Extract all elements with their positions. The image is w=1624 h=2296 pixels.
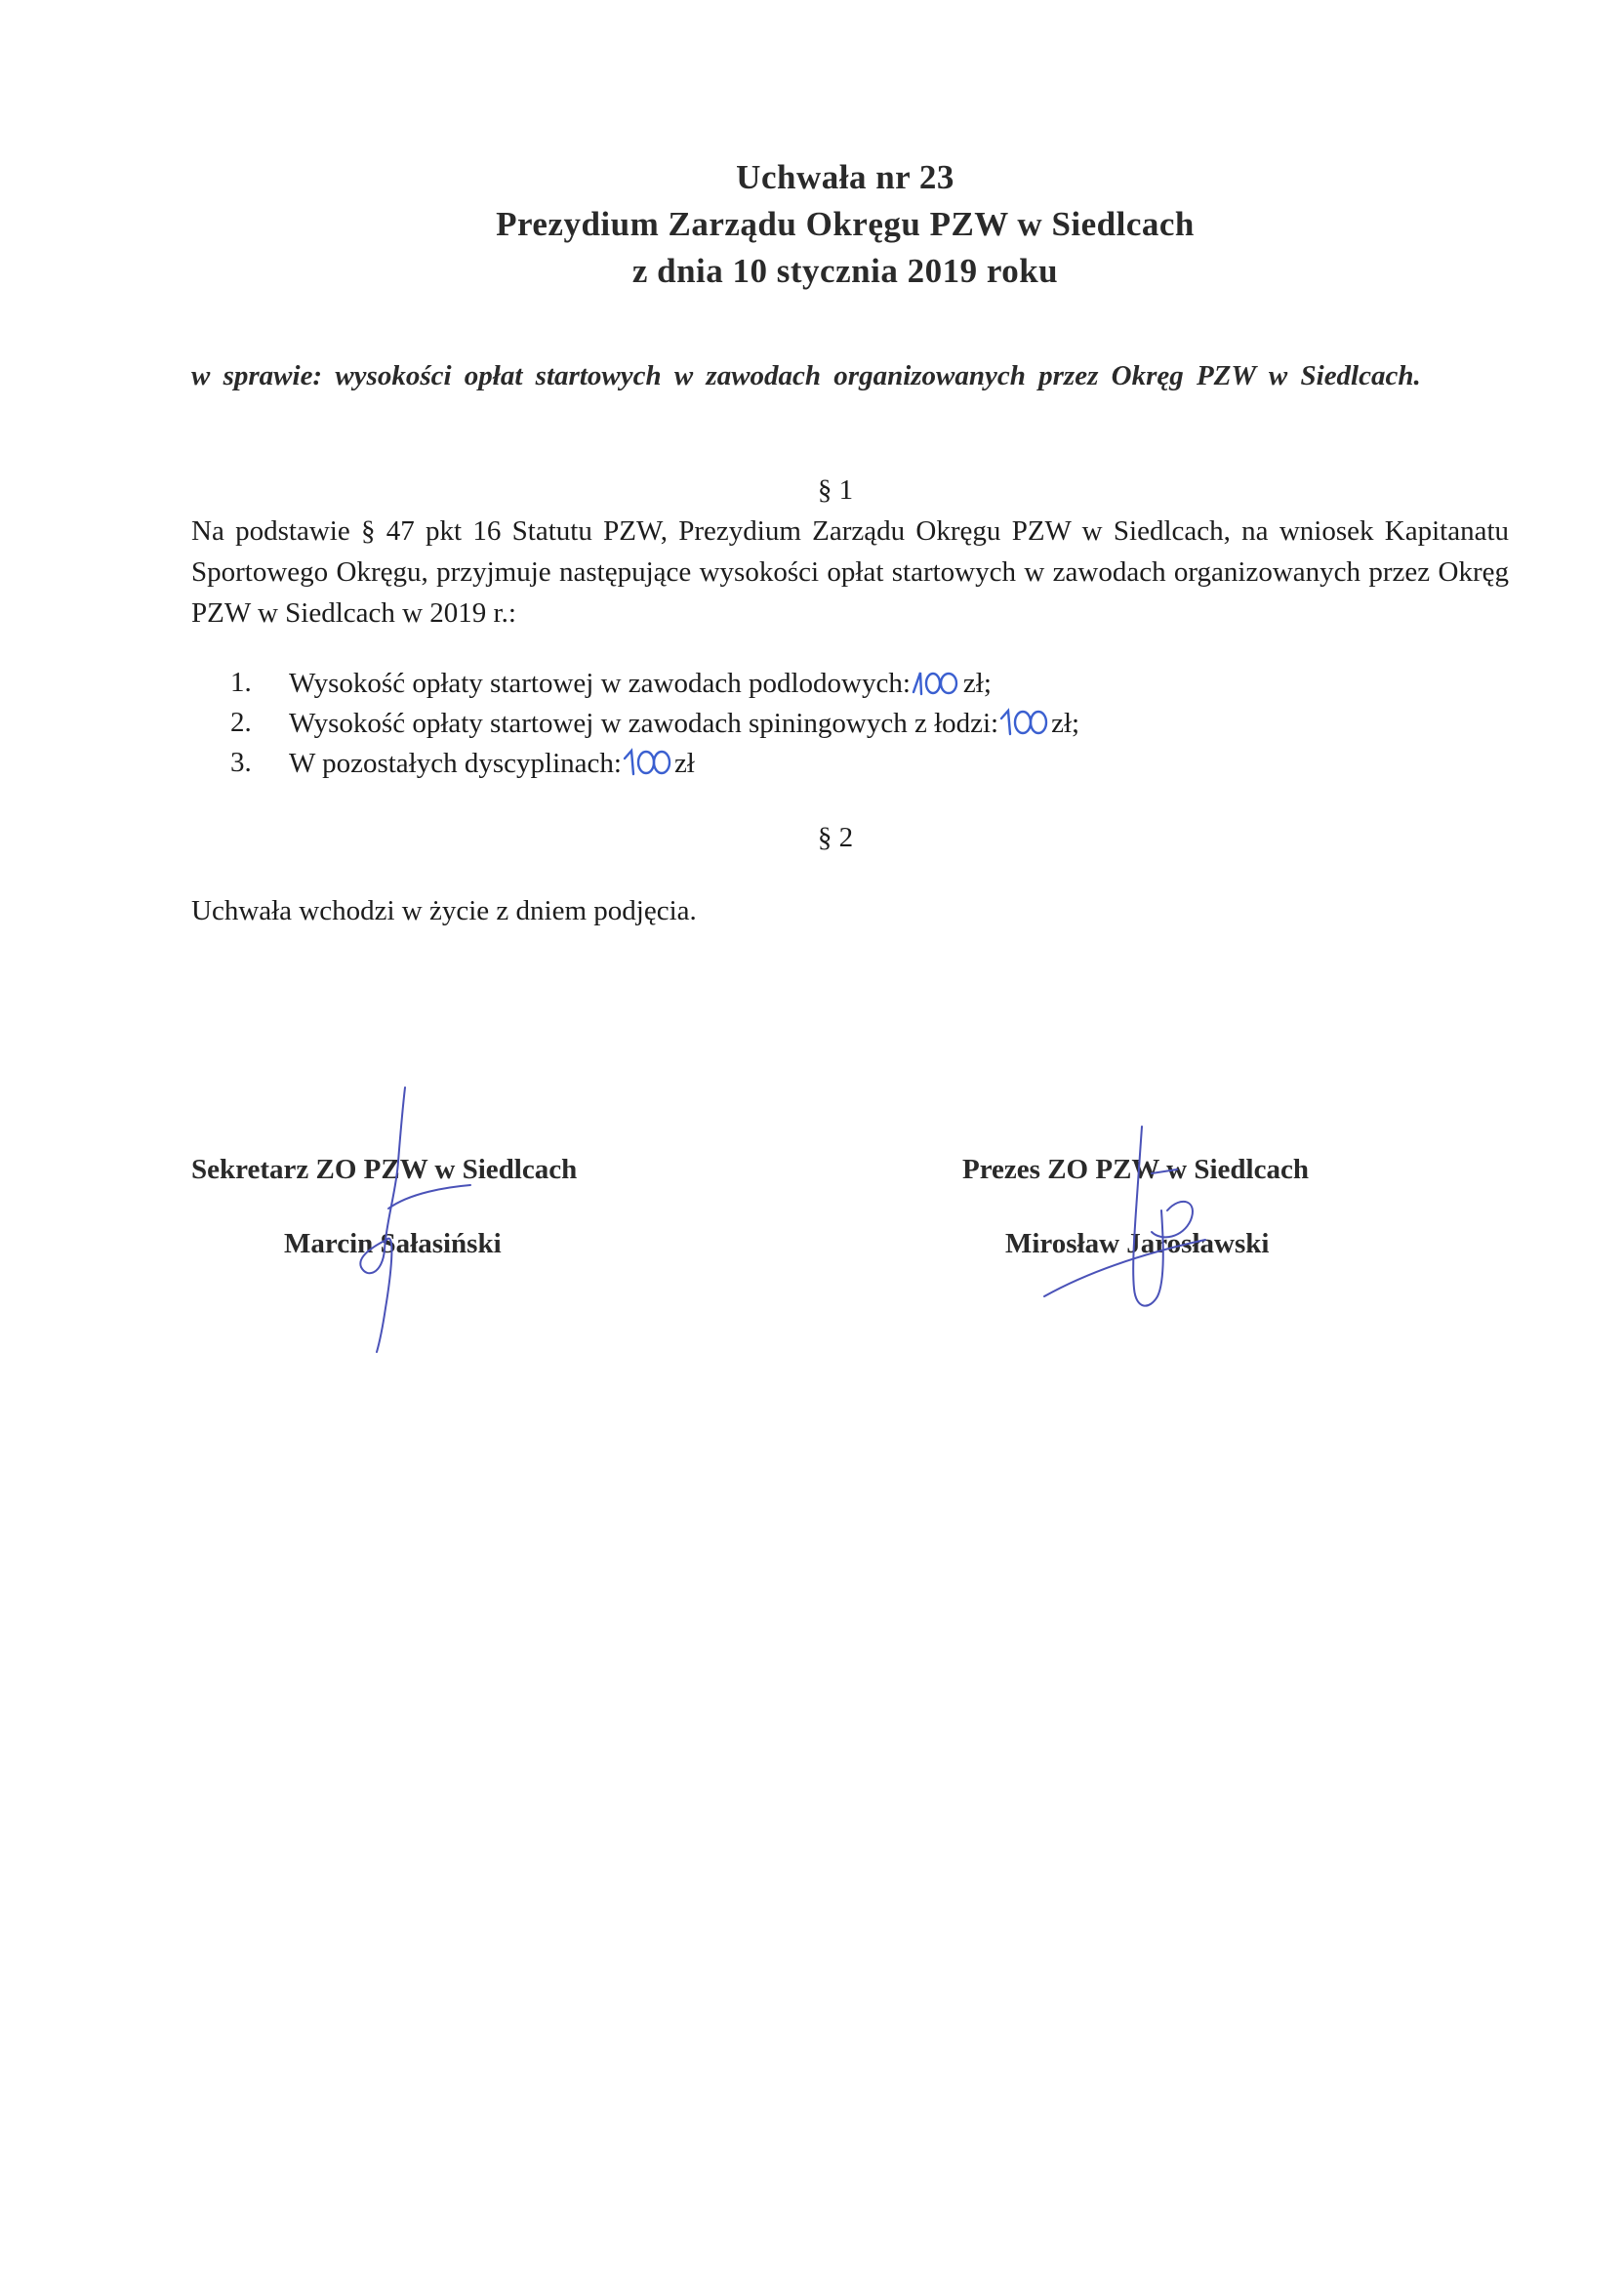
list-item-unit: zł; [962,668,992,699]
section-1-mark: § 1 [817,474,854,506]
list-item-unit: zł; [1051,708,1080,739]
handwritten-amount [999,707,1050,736]
list-item-label: Wysokość opłaty startowej w zawodach spiningowych z łodzi: [289,708,999,739]
list-item-number: 3. [230,747,252,778]
list-item [230,663,1450,703]
list-item [230,743,1450,783]
president-title: Prezes ZO PZW w Siedlcach [962,1154,1309,1185]
resolution-date: z dnia 10 stycznia 2019 roku [631,252,1059,290]
list-item-label: Wysokość opłaty startowej w zawodach podlodowych: [289,668,911,699]
resolution-subject: w sprawie: wysokości opłat startowych w zawodach organizowanych przez Okręg PZW w Siedlcach. [191,360,1421,391]
president-name: Mirosław Jarosławski [1005,1228,1270,1259]
document-title [0,154,1624,295]
secretary-signature [332,1084,478,1357]
secretary-title: Sekretarz ZO PZW w Siedlcach [191,1154,578,1185]
resolution-number: Uchwała nr 23 [736,158,954,196]
secretary-name: Marcin Sałasiński [284,1228,502,1259]
fee-list [230,663,1450,783]
section-1-text: Na podstawie § 47 pkt 16 Statutu PZW, Prezydium Zarządu Okręgu PZW w Siedlcach, na wniosek Kapitanatu Sportowego Okręgu, przyjmuje następujące wysokości opłat startowych w zawodach organizowanych przez Okręg PZW w Siedlcach w 2019 r.: [191,515,1509,629]
list-item-label: W pozostałych dyscyplinach: [289,748,622,779]
list-item-unit: zł [673,748,695,779]
list-item [230,703,1450,743]
president-signature [1035,1123,1230,1318]
section-2-mark: § 2 [817,822,854,853]
issuing-body: Prezydium Zarządu Okręgu PZW w Siedlcach [496,205,1195,243]
handwritten-amount [623,747,673,776]
handwritten-amount [912,667,962,696]
list-item-number: 1. [230,667,252,698]
list-item-number: 2. [230,707,252,738]
section-2-text: Uchwała wchodzi w życie z dniem podjęcia. [191,895,697,926]
